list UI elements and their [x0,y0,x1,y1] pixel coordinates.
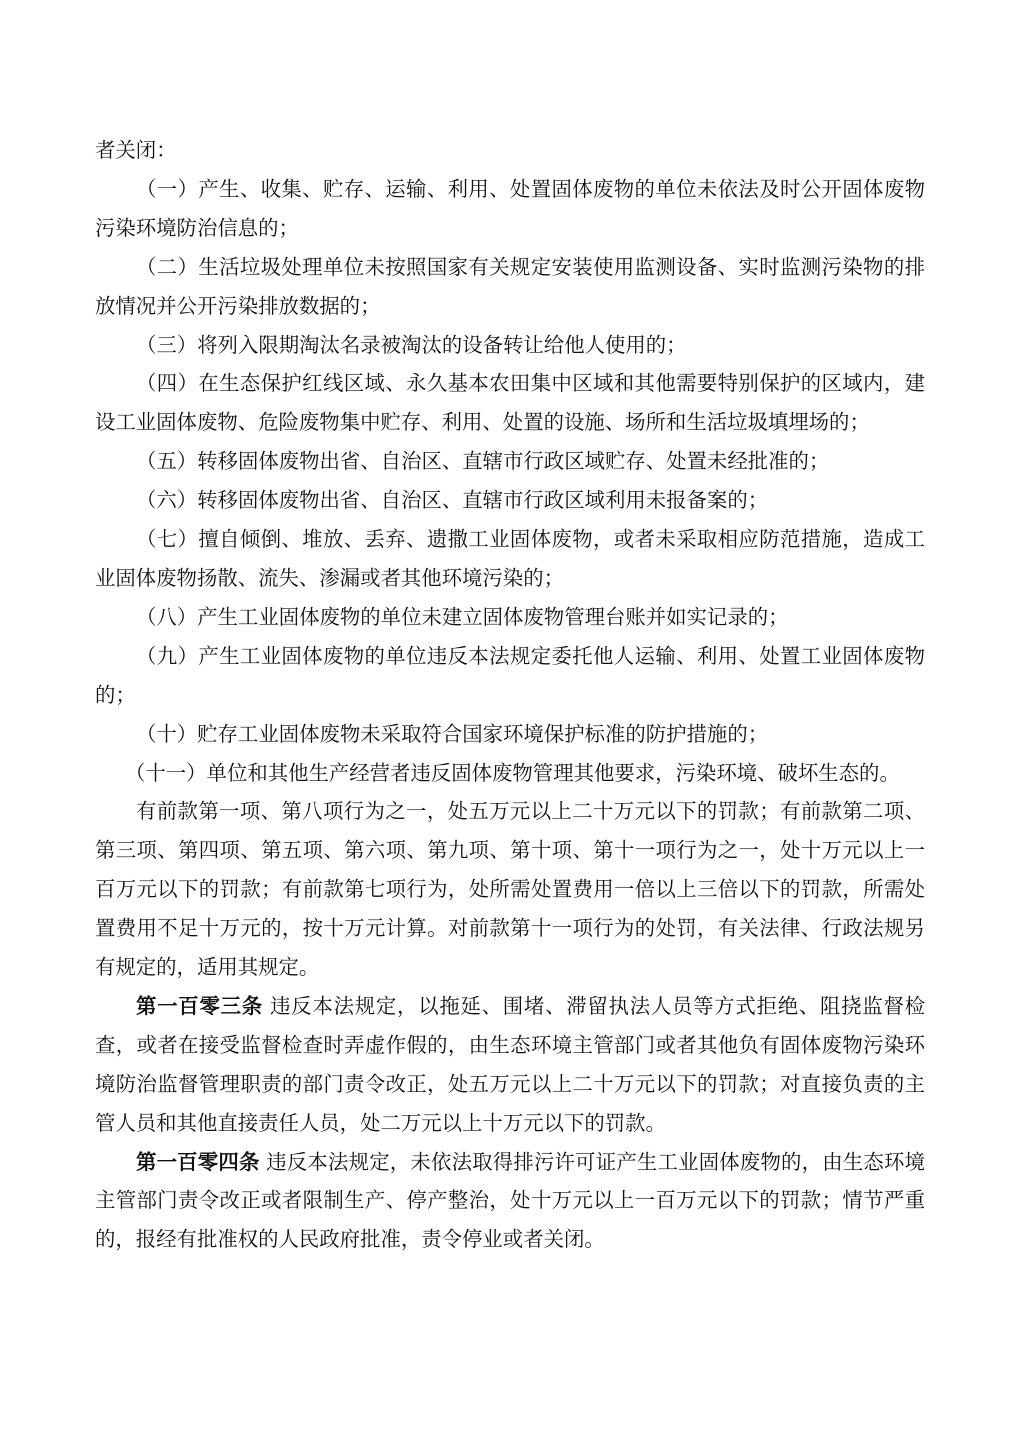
list-item-7: （七）擅自倾倒、堆放、丢弃、遗撒工业固体废物，或者未采取相应防范措施，造成工业固体废物扬散、流失、渗漏或者其他环境污染的； [95,527,925,590]
article-104-heading: 第一百零四条 [136,1149,260,1174]
list-item-8: （八）产生工业固体废物的单位未建立固体废物管理台账并如实记录的； [136,604,789,629]
article-104-text: 违反本法规定，未依法取得排污许可证产生工业固体废物的，由生态环境主管部门责令改正或者限制生产、停产整治，处十万元以上一百万元以下的罚款；情节严重的，报经有批准权的人民政府批准，责令停业或者关闭。 [95,1149,926,1252]
document-page [95,131,925,1259]
article-103 [95,987,925,1143]
list-item-10: （十）贮存工业固体废物未采取符合国家环境保护标准的防护措施的； [136,721,769,746]
list-item-2: （二）生活垃圾处理单位未按照国家有关规定安装使用监测设备、实时监测污染物的排放情况并公开污染排放数据的； [95,254,925,318]
list-item-3: （三）将列入限期淘汰名录被淘汰的设备转让给他人使用的； [136,332,687,357]
article-103-heading: 第一百零三条 [136,993,263,1018]
penalty-paragraph: 有前款第一项、第八项行为之一，处五万元以上二十万元以下的罚款；有前款第二项、第三项、第四项、第五项、第六项、第九项、第十项、第十一项行为之一，处十万元以上一百万元以下的罚款；有前款第七项行为，处所需处置费用一倍以上三倍以下的罚款，所需处置费用不足十万元的，按十万元计算。对前款第十一项行为的处罚，有关法律、行政法规另有规定的，适用其规定。 [95,799,925,980]
article-104 [95,1143,925,1260]
article-103-text: 违反本法规定，以拖延、围堵、滞留执法人员等方式拒绝、阻挠监督检查，或者在接受监督检查时弄虚作假的，由生态环境主管部门或者其他负有固体废物污染环境防治监督管理职责的部门责令改正，处五万元以上二十万元以下的罚款；对直接负责的主管人员和其他直接责任人员，处二万元以上十万元以下的罚款。 [95,993,926,1135]
list-item-1: （一）产生、收集、贮存、运输、利用、处置固体废物的单位未依法及时公开固体废物污染环境防治信息的； [95,176,925,240]
list-item-6: （六）转移固体废物出省、自治区、直辖市行政区域利用未报备案的； [136,488,769,513]
list-item-5: （五）转移固体废物出省、自治区、直辖市行政区域贮存、处置未经批准的； [136,449,830,474]
list-item-11: （十一）单位和其他生产经营者违反固体废物管理其他要求，污染环境、破坏生态的。 [125,760,900,785]
list-item-4: （四）在生态保护红线区域、永久基本农田集中区域和其他需要特别保护的区域内，建设工业固体废物、危险废物集中贮存、利用、处置的设施、场所和生活垃圾填埋场的； [95,371,925,435]
paragraph-continuation: 者关闭： [95,138,177,162]
list-item-9: （九）产生工业固体废物的单位违反本法规定委托他人运输、利用、处置工业固体废物的； [95,643,925,707]
